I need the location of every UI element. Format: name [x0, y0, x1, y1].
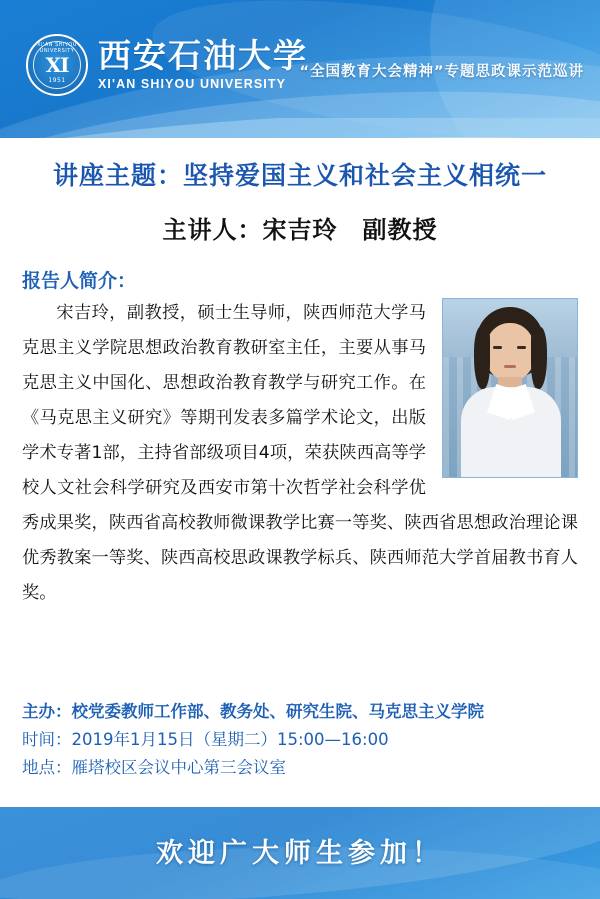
- crest-year: 1951: [48, 77, 66, 84]
- university-name-en: XI'AN SHIYOU UNIVERSITY: [98, 77, 287, 92]
- speaker-line: 主讲人：宋吉玲 副教授: [162, 215, 438, 244]
- bio-heading: 报告人简介：: [22, 270, 137, 292]
- meta-time: 时间：2019年1月15日（星期二）15:00—16:00: [22, 730, 389, 749]
- meta-organizer: 主办：校党委教师工作部、教务处、研究生院、马克思主义学院: [22, 702, 484, 721]
- footer-welcome-text: 欢迎广大师生参加！: [156, 838, 444, 869]
- page-title: 讲座主题：坚持爱国主义和社会主义相统一: [52, 161, 547, 190]
- bio-photo-spacer: [426, 296, 578, 478]
- crest-monogram: XI: [45, 53, 69, 77]
- event-meta: [22, 698, 582, 782]
- university-logo-group: [26, 34, 308, 96]
- footer-banner: [0, 807, 600, 899]
- bio-paragraph: 宋吉玲，副教授，硕士生导师，陕西师范大学马克思主义学院思想政治教育教研室主任，主要从事马克思主义中国化、思想政治教育教学与研究工作。在《马克思主义研究》等期刊发表多篇学术论文，出版学术专著1部，主持省部级项目4项，荣获陕西高等学校人文社会科学研究及西安市第十次哲学社会科学优秀成果奖，陕西省高校教师微课教学比赛一等奖、陕西省思想政治理论课优秀教案一等奖、陕西高校思政课教学标兵、陕西师范大学首届教书育人奖。: [22, 303, 578, 603]
- meta-location: 地点：雁塔校区会议中心第三会议室: [22, 758, 286, 777]
- body-area: [0, 138, 600, 828]
- banner-slogan: “全国教育大会精神”专题思政课示范巡讲: [299, 64, 584, 80]
- university-crest-icon: [26, 34, 88, 96]
- crest-arc-text: XI'AN SHIYOU UNIVERSITY: [37, 42, 77, 54]
- university-name-cn: 西安石油大学: [98, 36, 308, 76]
- university-names: [98, 36, 308, 92]
- bio-text-block: [22, 296, 578, 611]
